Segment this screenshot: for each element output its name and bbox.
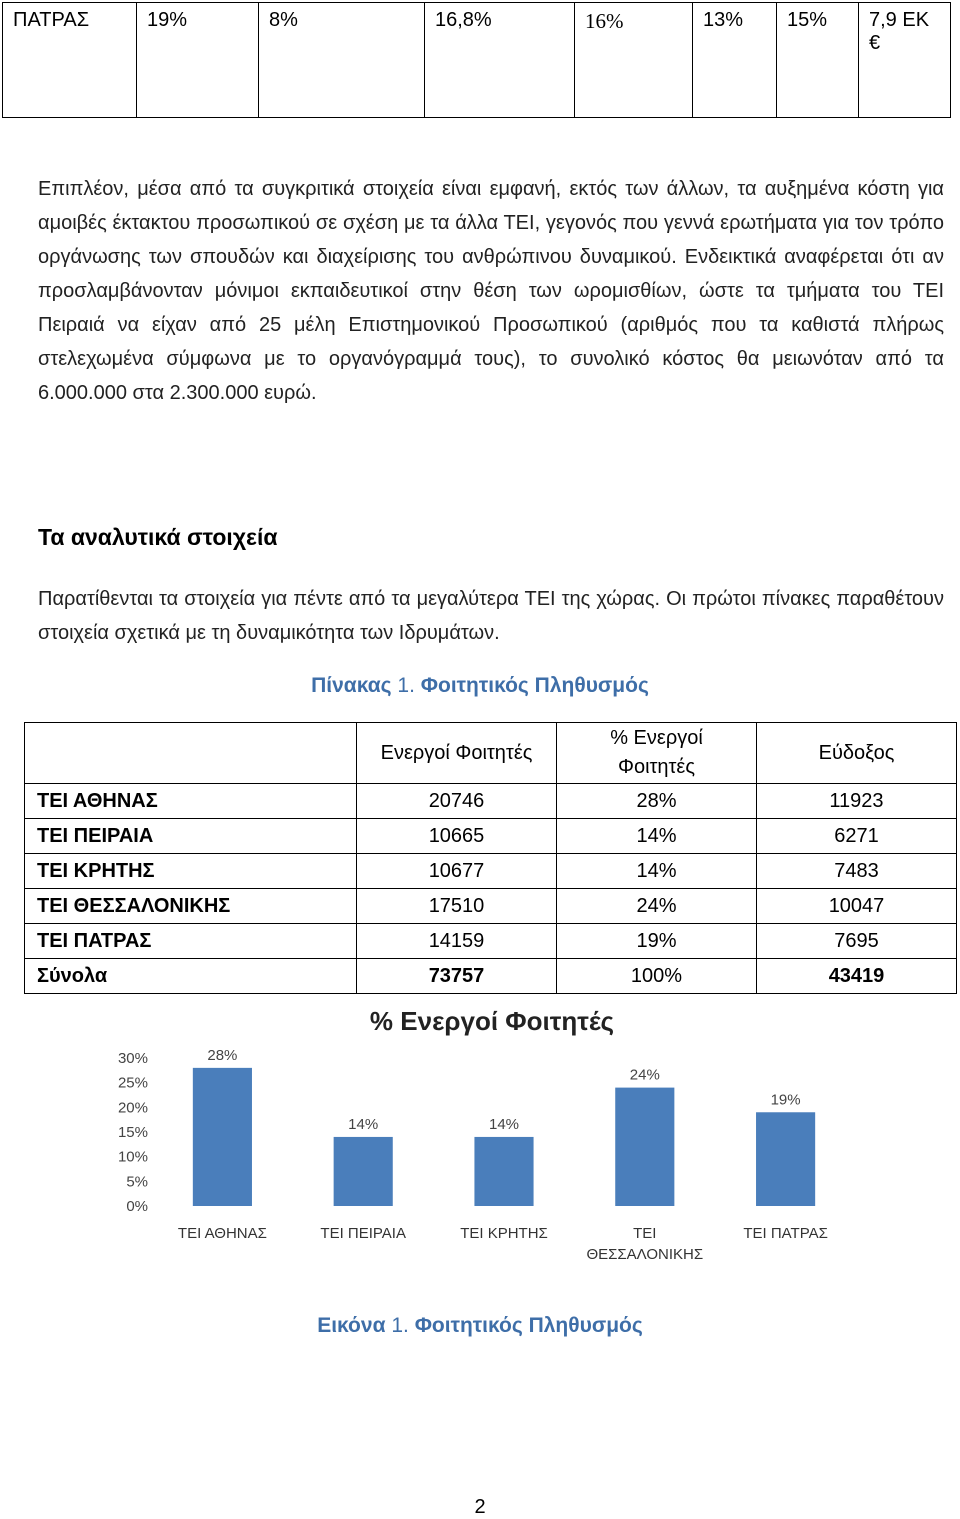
totals-name: Σύνολα bbox=[25, 959, 357, 994]
chart-bars bbox=[193, 1047, 815, 1206]
y-tick-label: 30% bbox=[117, 1050, 148, 1067]
top-cell: 8% bbox=[259, 3, 425, 118]
header-cell-empty bbox=[25, 723, 357, 784]
header-cell-eudoxus: Εύδοξος bbox=[757, 723, 957, 784]
row-active: 14159 bbox=[357, 924, 557, 959]
chart-title: % Ενεργοί Φοιτητές bbox=[369, 1006, 615, 1036]
paragraph-cost-comparison: Επιπλέον, μέσα από τα συγκριτικά στοιχεία είναι εμφανή, εκτός των άλλων, τα αυξημένα κόστη για αμοιβές έκτακτου προσωπικού σε σχέση με τα άλλα ΤΕΙ, γεγονός που γεννά ερωτήματα για τον τρόπο οργάνωσης των σπουδών και διαχείρισης του ανθρώπινου δυναμικού. Ενδεικτικά αναφέρεται ότι αν προσλαμβάνονταν μόνιμοι εκπαιδευτικοί στην θέση των ωρομισθίων, ώστε τα τμήματα του ΤΕΙ Πειραιά να είχαν από 25 μέλη Επιστημονικού Προσωπικού (αριθμός που τα καθιστά πλήρως στελεχωμένα σύμφωνα με το οργανόγραμμά τους), το συνολικό κόστος θα μειωνόταν από τα 6.000.000 στα 2.300.000 ευρώ. bbox=[38, 178, 944, 404]
y-tick-label: 15% bbox=[117, 1124, 148, 1141]
bar bbox=[474, 1137, 533, 1206]
top-cell: 16,8% bbox=[425, 3, 575, 118]
table-totals-row bbox=[25, 959, 957, 994]
top-cell: 13% bbox=[693, 3, 777, 118]
totals-percent: 100% bbox=[557, 959, 757, 994]
table-caption bbox=[0, 674, 960, 698]
table-caption-label: Πίνακας bbox=[311, 674, 392, 697]
data-label: 24% bbox=[629, 1066, 660, 1084]
bar bbox=[615, 1088, 674, 1206]
paragraph-intro: Παρατίθενται τα στοιχεία για πέντε από τα μεγαλύτερα ΤΕΙ της χώρας. Οι πρώτοι πίνακες παραθέτουν στοιχεία σχετικά με τη δυναμικότητα των Ιδρυμάτων. bbox=[38, 588, 944, 644]
y-tick-label: 0% bbox=[126, 1198, 148, 1215]
chart-y-axis bbox=[118, 1050, 148, 1215]
y-tick-label: 5% bbox=[126, 1173, 148, 1191]
table-row bbox=[25, 924, 957, 959]
table-row bbox=[25, 889, 957, 924]
figure-caption-title: Φοιτητικός Πληθυσμός bbox=[414, 1314, 643, 1337]
top-cell: 7,9 ΕΚ € bbox=[859, 3, 951, 118]
y-tick-label: 25% bbox=[117, 1074, 148, 1092]
row-name: ΤΕΙ ΑΘΗΝΑΣ bbox=[25, 784, 357, 819]
bar bbox=[756, 1112, 815, 1206]
top-cell: 15% bbox=[777, 3, 859, 118]
y-tick-label: 10% bbox=[117, 1148, 148, 1166]
row-percent: 24% bbox=[557, 889, 757, 924]
bar bbox=[193, 1068, 252, 1206]
figure-caption bbox=[0, 1314, 960, 1338]
top-comparison-table bbox=[2, 2, 951, 118]
x-tick-label: ΤΕΙ ΠΑΤΡΑΣ bbox=[743, 1225, 828, 1242]
table-row bbox=[25, 854, 957, 889]
figure-caption-number: 1. bbox=[391, 1314, 409, 1337]
row-name: ΤΕΙ ΠΕΙΡΑΙΑ bbox=[25, 819, 357, 854]
totals-active: 73757 bbox=[357, 959, 557, 994]
data-label: 28% bbox=[207, 1046, 238, 1064]
row-name: ΤΕΙ ΘΕΣΣΑΛΟΝΙΚΗΣ bbox=[25, 889, 357, 924]
student-population-table bbox=[24, 722, 957, 994]
bar bbox=[334, 1137, 393, 1206]
table-caption-number: 1. bbox=[397, 674, 415, 697]
active-students-bar-chart bbox=[78, 996, 898, 1286]
table-caption-title: Φοιτητικός Πληθυσμός bbox=[420, 674, 649, 697]
table-row bbox=[3, 3, 951, 118]
page-number: 2 bbox=[474, 1496, 486, 1518]
totals-eudoxus: 43419 bbox=[757, 959, 957, 994]
row-active: 17510 bbox=[357, 889, 557, 924]
table-row bbox=[25, 819, 957, 854]
top-cell: 16% bbox=[575, 3, 693, 118]
header-cell-active: Ενεργοί Φοιτητές bbox=[357, 723, 557, 784]
row-active: 20746 bbox=[357, 784, 557, 819]
x-tick-label: ΤΕΙ ΠΕΙΡΑΙΑ bbox=[320, 1225, 406, 1242]
section-heading: Τα αναλυτικά στοιχεία bbox=[38, 524, 278, 550]
y-tick-label: 20% bbox=[117, 1099, 148, 1117]
x-tick-label: ΤΕΙ ΚΡΗΤΗΣ bbox=[460, 1225, 548, 1242]
top-cell-city: ΠΑΤΡΑΣ bbox=[3, 3, 137, 118]
row-active: 10677 bbox=[357, 854, 557, 889]
figure-caption-label: Εικόνα bbox=[317, 1314, 386, 1337]
row-name: ΤΕΙ ΠΑΤΡΑΣ bbox=[25, 924, 357, 959]
data-label: 14% bbox=[488, 1115, 520, 1133]
row-percent: 14% bbox=[557, 819, 757, 854]
chart-x-axis bbox=[178, 1225, 828, 1263]
row-percent: 14% bbox=[557, 854, 757, 889]
row-active: 10665 bbox=[357, 819, 557, 854]
row-eudoxus: 6271 bbox=[757, 819, 957, 854]
table-row bbox=[25, 784, 957, 819]
row-name: ΤΕΙ ΚΡΗΤΗΣ bbox=[25, 854, 357, 889]
row-eudoxus: 7483 bbox=[757, 854, 957, 889]
x-tick-label: ΘΕΣΣΑΛΟΝΙΚΗΣ bbox=[586, 1246, 704, 1263]
row-eudoxus: 7695 bbox=[757, 924, 957, 959]
data-label: 19% bbox=[770, 1091, 801, 1109]
data-label: 14% bbox=[348, 1115, 379, 1133]
table-header-row bbox=[25, 723, 957, 784]
x-tick-label: ΤΕΙ bbox=[633, 1225, 657, 1242]
row-eudoxus: 10047 bbox=[757, 889, 957, 924]
header-cell-percent: % Ενεργοί Φοιτητές bbox=[557, 723, 757, 784]
top-cell: 19% bbox=[137, 3, 259, 118]
row-percent: 19% bbox=[557, 924, 757, 959]
x-tick-label: ΤΕΙ ΑΘΗΝΑΣ bbox=[177, 1225, 267, 1242]
row-eudoxus: 11923 bbox=[757, 784, 957, 819]
row-percent: 28% bbox=[557, 784, 757, 819]
